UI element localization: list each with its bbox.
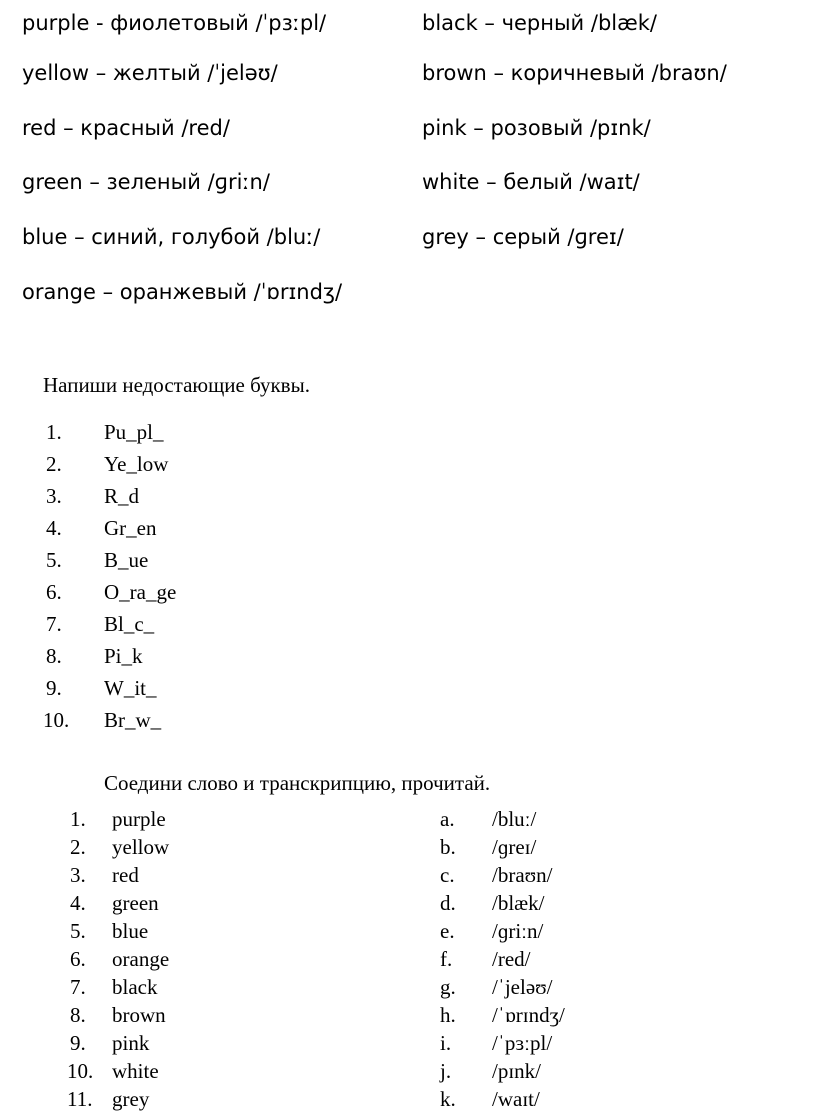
list-item: Gr_en <box>104 516 157 540</box>
list-number: 2. <box>46 452 62 476</box>
list-letter: g. <box>440 975 456 999</box>
list-number: 6. <box>46 580 62 604</box>
list-item: green <box>112 891 159 915</box>
list-letter: e. <box>440 919 455 943</box>
list-number: 7. <box>46 612 62 636</box>
list-number: 5. <box>46 548 62 572</box>
list-number: 9. <box>46 676 62 700</box>
list-item: Br_w_ <box>104 708 162 732</box>
list-item: W_it_ <box>104 676 157 700</box>
list-item: Pi_k <box>104 644 143 668</box>
list-letter: j. <box>440 1059 452 1083</box>
list-letter: i. <box>440 1031 452 1055</box>
vocab-entry: black – черный /blæk/ <box>422 11 657 35</box>
list-item: Ye_low <box>104 452 169 476</box>
exercise-instruction: Напиши недостающие буквы. <box>43 373 310 397</box>
list-item: O_ra_ge <box>104 580 177 604</box>
vocab-entry: pink – розовый /pɪnk/ <box>422 116 651 140</box>
list-item: R_d <box>104 484 140 508</box>
list-letter: b. <box>440 835 456 859</box>
transcription: /bluː/ <box>492 807 537 831</box>
list-number: 3. <box>46 484 62 508</box>
list-letter: k. <box>440 1087 456 1111</box>
vocab-entry: white – белый /waɪt/ <box>422 170 640 194</box>
list-item: grey <box>112 1087 150 1111</box>
transcription: /waɪt/ <box>492 1087 540 1111</box>
list-item: Bl_c_ <box>104 612 155 636</box>
list-item: purple <box>112 807 166 831</box>
transcription: /red/ <box>492 947 531 971</box>
list-item: red <box>112 863 139 887</box>
transcription: /ˈpɜːpl/ <box>492 1031 553 1055</box>
list-number: 3. <box>70 863 86 887</box>
transcription: /ˈjeləʊ/ <box>492 975 553 999</box>
transcription: /blæk/ <box>492 891 545 915</box>
vocab-entry: red – красный /red/ <box>22 116 230 140</box>
vocab-entry: grey – серый /ɡreɪ/ <box>422 225 624 249</box>
transcription: /braʊn/ <box>492 863 553 887</box>
list-number: 4. <box>46 516 62 540</box>
list-item: blue <box>112 919 149 943</box>
list-number: 11. <box>67 1087 93 1111</box>
exercise-instruction: Соедини слово и транскрипцию, прочитай. <box>104 771 491 795</box>
list-letter: c. <box>440 863 455 887</box>
list-number: 7. <box>70 975 86 999</box>
vocab-entry: green – зеленый /ɡriːn/ <box>22 170 270 194</box>
list-item: Pu_pl_ <box>104 420 164 444</box>
list-letter: a. <box>440 807 455 831</box>
list-number: 4. <box>70 891 86 915</box>
list-number: 1. <box>70 807 86 831</box>
list-number: 10. <box>43 708 70 732</box>
vocab-entry: brown – коричневый /braʊn/ <box>422 61 727 85</box>
vocab-entry: purple - фиолетовый /ˈpɜːpl/ <box>22 11 327 35</box>
transcription: /ˈɒrɪndʒ/ <box>492 1003 565 1027</box>
list-item: orange <box>112 947 170 971</box>
transcription: /pɪnk/ <box>492 1059 542 1083</box>
vocab-entry: blue – синий, голубой /bluː/ <box>22 225 321 249</box>
list-item: pink <box>112 1031 150 1055</box>
list-number: 8. <box>46 644 62 668</box>
vocab-entry: orange – оранжевый /ˈɒrɪndʒ/ <box>22 280 343 304</box>
vocab-entry: yellow – желтый /ˈjeləʊ/ <box>22 61 278 85</box>
list-letter: f. <box>440 947 453 971</box>
list-item: brown <box>112 1003 166 1027</box>
list-number: 6. <box>70 947 86 971</box>
list-number: 5. <box>70 919 86 943</box>
list-letter: d. <box>440 891 456 915</box>
list-number: 2. <box>70 835 86 859</box>
list-number: 8. <box>70 1003 86 1027</box>
list-item: B_ue <box>104 548 149 572</box>
transcription: /ɡriːn/ <box>492 919 544 943</box>
list-number: 1. <box>46 420 62 444</box>
list-number: 10. <box>67 1059 94 1083</box>
list-item: yellow <box>112 835 170 859</box>
list-item: white <box>112 1059 159 1083</box>
list-item: black <box>112 975 158 999</box>
transcription: /ɡreɪ/ <box>492 835 537 859</box>
list-number: 9. <box>70 1031 86 1055</box>
list-letter: h. <box>440 1003 456 1027</box>
